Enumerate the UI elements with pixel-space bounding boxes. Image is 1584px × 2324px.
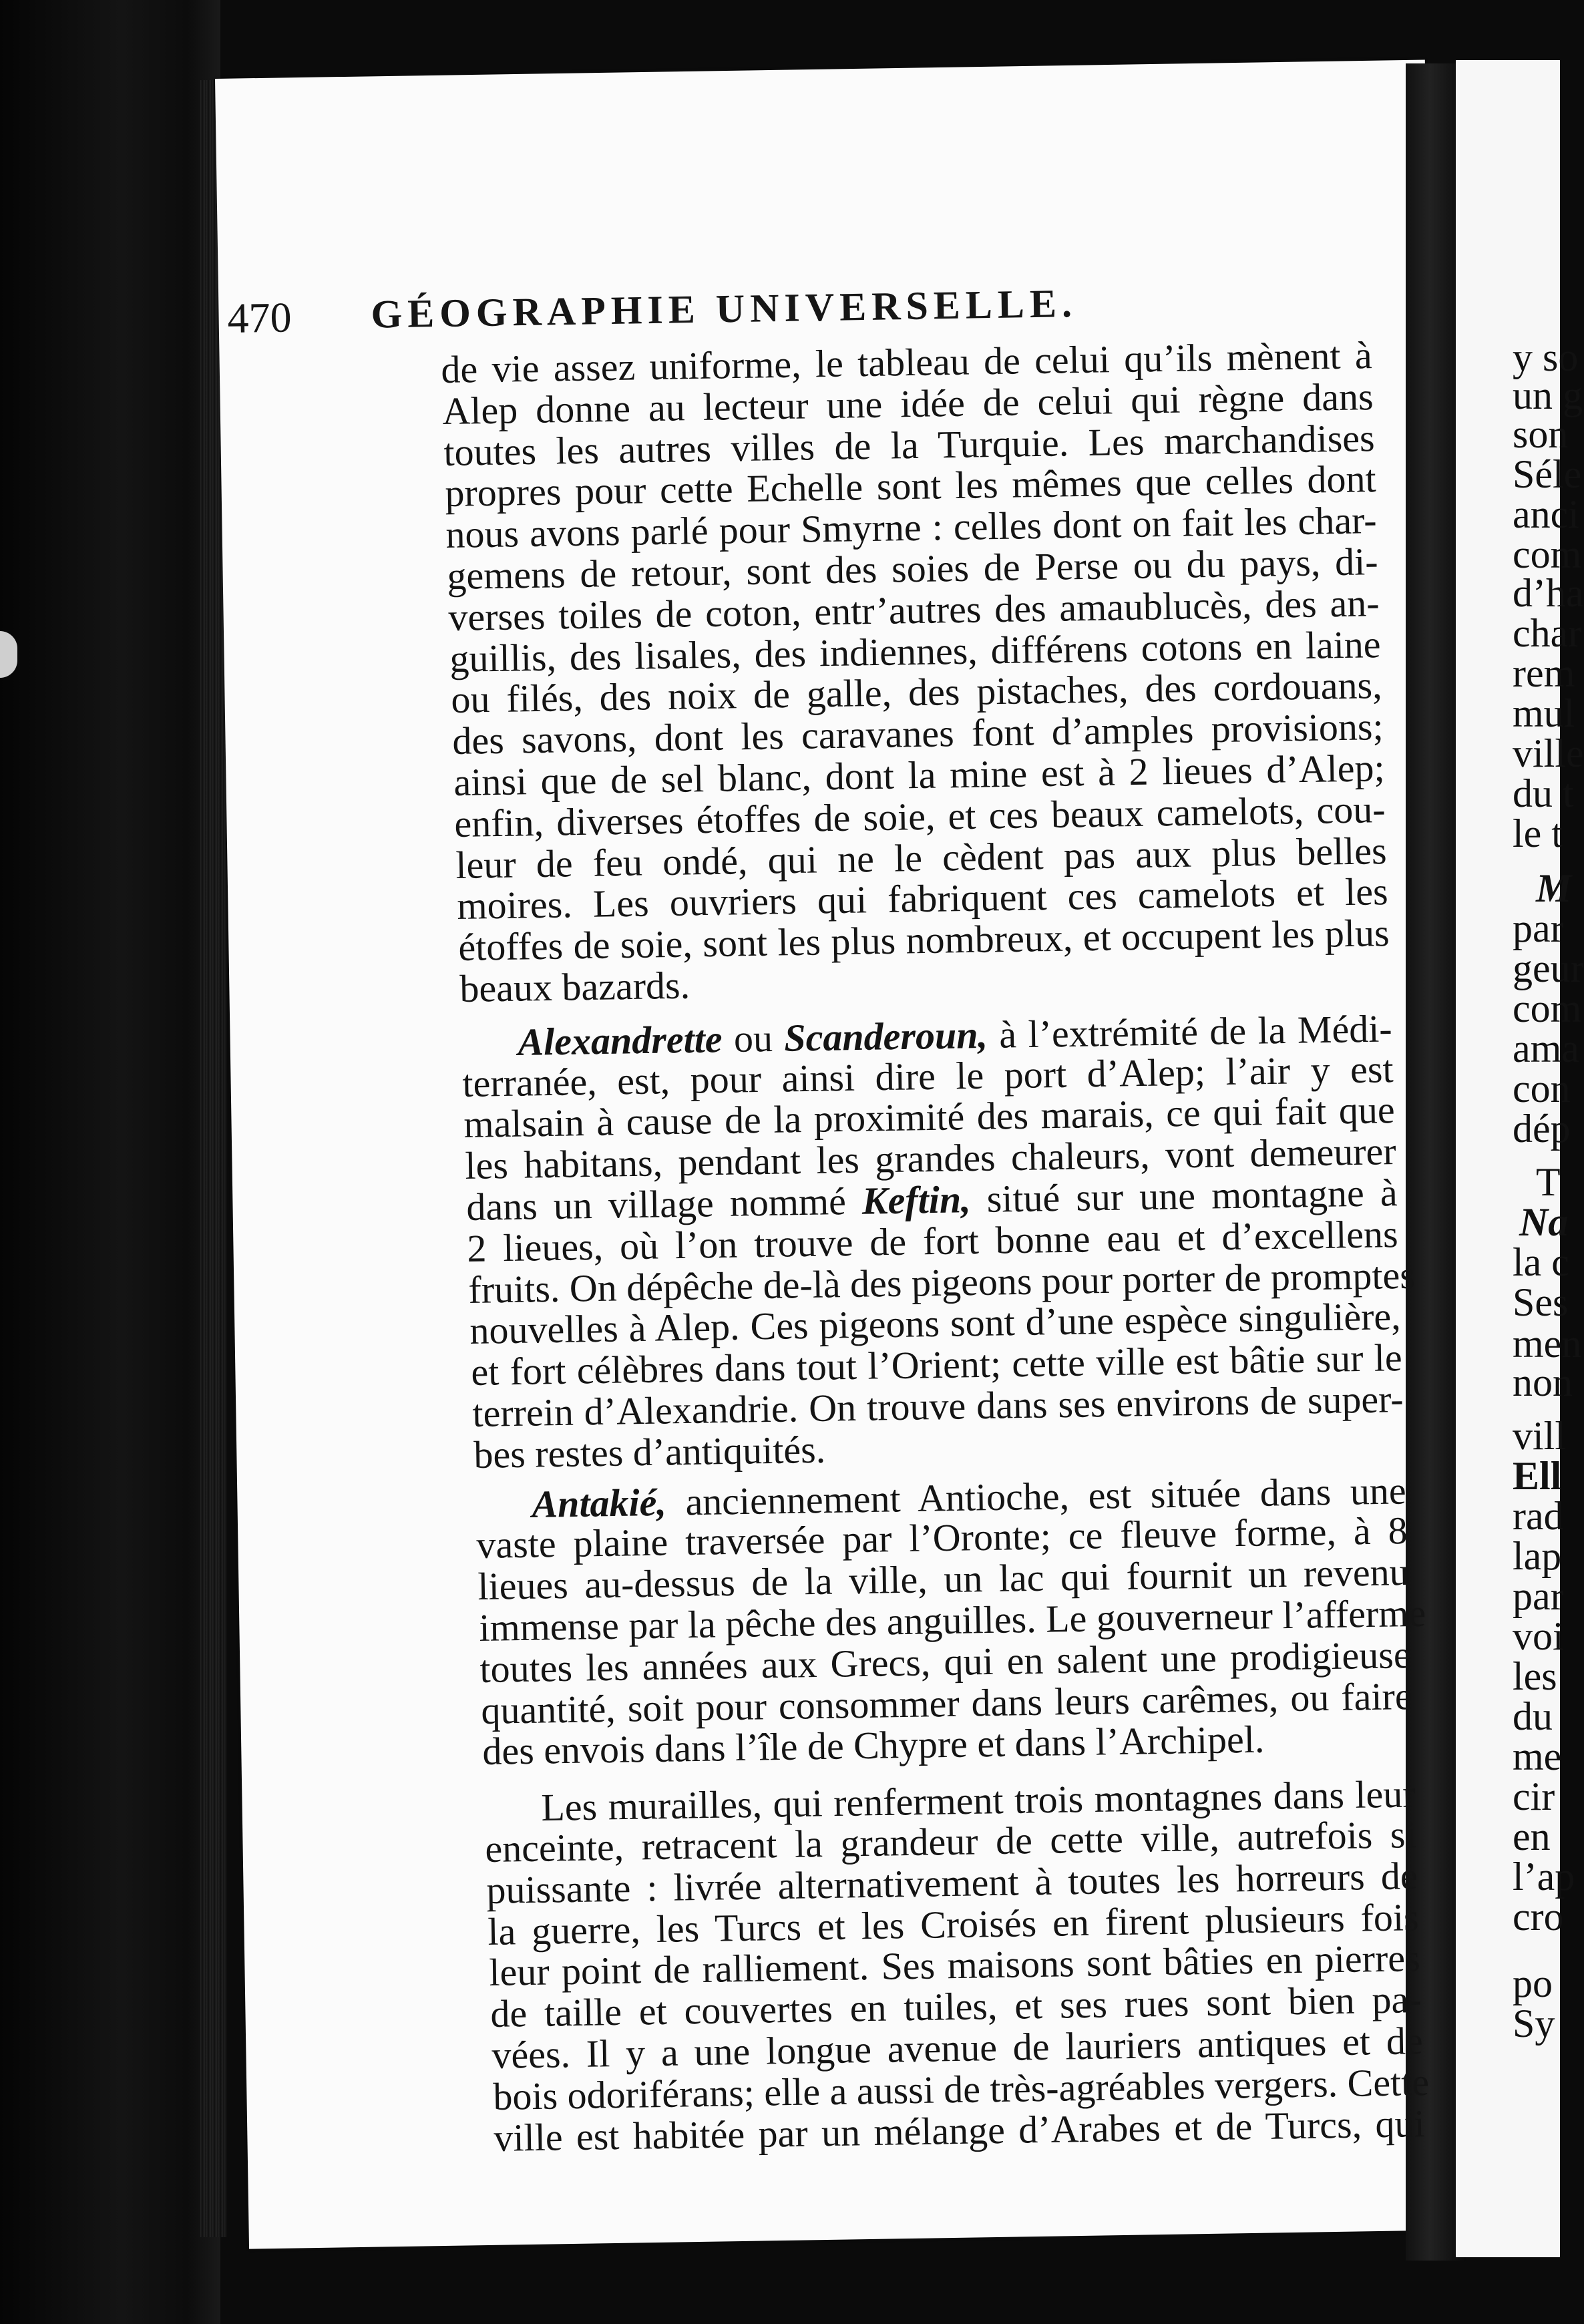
facing-page-fragment: par bbox=[1513, 906, 1564, 950]
facing-page-fragment: Na bbox=[1519, 1200, 1569, 1244]
facing-page-fragment: Ell bbox=[1513, 1454, 1562, 1498]
facing-page-fragment: men bbox=[1513, 1322, 1582, 1366]
text-line: la guerre, les Turcs et les Croisés en firent plusieurs fois bbox=[487, 1895, 1420, 1953]
facing-page-fragment: ama bbox=[1513, 1026, 1579, 1071]
facing-page-fragment: la c bbox=[1513, 1240, 1569, 1284]
text-line: Alexandrette ou Scanderoun, à l’extrémité de la Médi- bbox=[518, 1006, 1393, 1064]
facing-page-fragment: po bbox=[1513, 1961, 1553, 2005]
facing-page-fragment: les bbox=[1513, 1654, 1557, 1698]
running-title: GÉOGRAPHIE UNIVERSELLE. bbox=[370, 281, 1078, 337]
page-number: 470 bbox=[227, 293, 292, 342]
text-line: des envois dans l’île de Chypre et dans l’Archipel. bbox=[482, 1717, 1265, 1774]
facing-page-fragment: vill bbox=[1513, 1414, 1567, 1458]
facing-page-fragment: me bbox=[1513, 1734, 1562, 1778]
facing-page-fragment: voi bbox=[1513, 1614, 1564, 1658]
facing-page-fragment: anci bbox=[1513, 492, 1579, 536]
facing-page-fragment: Sy bbox=[1513, 2001, 1555, 2046]
facing-page-fragment: du bbox=[1513, 1694, 1553, 1738]
text-line: toutes les autres villes de la Turquie. Les marchandises bbox=[443, 415, 1375, 474]
text-line: des savons, dont les caravanes font d’amples provisions; bbox=[451, 705, 1384, 763]
text-line: fruits. On dépêche de-là des pigeons pour porter de promptes bbox=[468, 1253, 1416, 1312]
text-line: vées. Il y a une longue avenue de lauriers antiques et de bbox=[491, 2019, 1423, 2077]
text-line: ville est habitée par un mélange d’Arabes et de Turcs, qui bbox=[493, 2101, 1426, 2160]
facing-page-fragment: du t bbox=[1513, 771, 1574, 815]
text-line: lieues au-dessus de la ville, un lac qui fournit un revenu bbox=[477, 1550, 1409, 1609]
facing-page-fragment: rad bbox=[1513, 1494, 1564, 1538]
facing-page-fragment: son bbox=[1513, 412, 1569, 456]
text-line: puissante : livrée alternativement à toutes les horreurs de bbox=[486, 1853, 1418, 1912]
book-binding bbox=[0, 0, 220, 2324]
facing-page-fragment: lap bbox=[1513, 1534, 1562, 1578]
facing-page-fragment: Ses bbox=[1513, 1280, 1569, 1324]
text-line: Antakié, anciennement Antioche, est située dans une bbox=[531, 1469, 1406, 1526]
facing-page-fragment: l’ap bbox=[1513, 1855, 1575, 1899]
text-line: vaste plaine traversée par l’Oronte; ce fleuve forme, à 8 bbox=[475, 1509, 1408, 1567]
text-line: gemens de retour, sont des soies de Perse ou du pays, di- bbox=[447, 540, 1379, 598]
text-line: terrein d’Alexandrie. On trouve dans ses environs de super- bbox=[471, 1377, 1404, 1435]
text-line: quantité, soit pour consommer dans leurs carêmes, ou faire bbox=[481, 1674, 1413, 1732]
facing-page-fragment: un g bbox=[1513, 373, 1583, 417]
facing-page-fragment: T bbox=[1536, 1160, 1561, 1204]
facing-page-fragment: com bbox=[1513, 986, 1582, 1030]
facing-page-fragment: par bbox=[1513, 1574, 1564, 1618]
facing-page-fragment: d’ha bbox=[1513, 571, 1584, 615]
text-line: guillis, des lisales, des indiennes, différens cotons en laine bbox=[449, 622, 1381, 681]
facing-page-fragment: com bbox=[1513, 532, 1582, 576]
facing-page-fragment: mul bbox=[1513, 691, 1575, 735]
text-line: et fort célèbres dans tout l’Orient; cette ville est bâtie sur le bbox=[470, 1336, 1403, 1394]
facing-page-fragment: Séle bbox=[1513, 452, 1582, 496]
text-line: malsain à cause de la proximité des marais, ce qui fait que bbox=[463, 1088, 1395, 1147]
text-line: leur point de ralliement. Ses maisons sont bâties en pierres bbox=[488, 1936, 1421, 1995]
text-line: toutes les années aux Grecs, qui en salent une prodigieuse bbox=[479, 1632, 1412, 1691]
text-line: étoffes de soie, sont les plus nombreux, et occupent les plus bbox=[457, 911, 1390, 970]
text-line: nous avons parlé pour Smyrne : celles dont on fait les char- bbox=[445, 498, 1378, 557]
text-line: enfin, diverses étoffes de soie, et ces beaux camelots, cou- bbox=[454, 787, 1386, 845]
facing-page-fragment: rem bbox=[1513, 651, 1575, 695]
text-line: Les murailles, qui renferment trois montagnes dans leur bbox=[540, 1772, 1416, 1830]
facing-page-fragment: en bbox=[1513, 1814, 1551, 1859]
text-line: verses toiles de coton, entr’autres des amaublucès, des an- bbox=[448, 580, 1380, 639]
text-line: de taille et couvertes en tuiles, et ses rues sont bien pa- bbox=[489, 1977, 1422, 2036]
text-line: ou filés, des noix de galle, des pistaches, des cordouans, bbox=[450, 663, 1382, 722]
text-line: beaux bazards. bbox=[459, 963, 690, 1010]
text-line: les habitans, pendant les grandes chaleurs, vont demeurer bbox=[464, 1129, 1396, 1188]
facing-page-fragment: M bbox=[1536, 866, 1572, 910]
text-line: propres pour cette Echelle sont les mêmes que celles dont bbox=[444, 457, 1376, 516]
text-line: leur de feu ondé, qui ne le cèdent pas aux plus belles bbox=[455, 828, 1388, 887]
text-line: de vie assez uniforme, le tableau de celui qu’ils mènent à bbox=[440, 333, 1373, 391]
facing-page-fragment: con bbox=[1513, 1067, 1571, 1111]
facing-page-fragment: geur bbox=[1513, 946, 1584, 990]
text-line: Alep donne au lecteur une idée de celui qui règne dans bbox=[441, 374, 1374, 433]
text-line: enceinte, retracent la grandeur de cette ville, autrefois si bbox=[485, 1812, 1417, 1871]
text-line: terranée, est, pour ainsi dire le port d’Alep; l’air y est bbox=[461, 1046, 1394, 1105]
facing-page-fragment: non bbox=[1513, 1360, 1573, 1404]
text-line: ainsi que de sel blanc, dont la mine est à 2 lieues d’Alep; bbox=[453, 746, 1385, 804]
text-line: bes restes d’antiquités. bbox=[473, 1427, 826, 1477]
text-line: dans un village nommé Keftin, situé sur une montagne à bbox=[465, 1171, 1398, 1229]
text-line: bois odoriférans; elle a aussi de très-agréables vergers. Cette bbox=[492, 2060, 1430, 2118]
text-line: 2 lieues, où l’on trouve de fort bonne eau et d’excellens bbox=[467, 1211, 1399, 1270]
facing-page-fragment: le t bbox=[1513, 811, 1563, 855]
facing-page-fragment: char bbox=[1513, 611, 1582, 655]
facing-page-fragment: cro bbox=[1513, 1895, 1564, 1939]
facing-page-fragment: y so bbox=[1513, 335, 1579, 379]
text-line: immense par la pêche des anguilles. Le gouverneur l’afferme bbox=[478, 1591, 1426, 1650]
facing-page-fragment: dép bbox=[1513, 1107, 1571, 1151]
text-line: nouvelles à Alep. Ces pigeons sont d’une espèce singulière, bbox=[469, 1294, 1402, 1353]
facing-page-fragment: ville bbox=[1513, 731, 1584, 775]
text-line: moires. Les ouvriers qui fabriquent ces camelots et les bbox=[457, 869, 1389, 928]
facing-page-fragment: cir bbox=[1513, 1774, 1555, 1818]
